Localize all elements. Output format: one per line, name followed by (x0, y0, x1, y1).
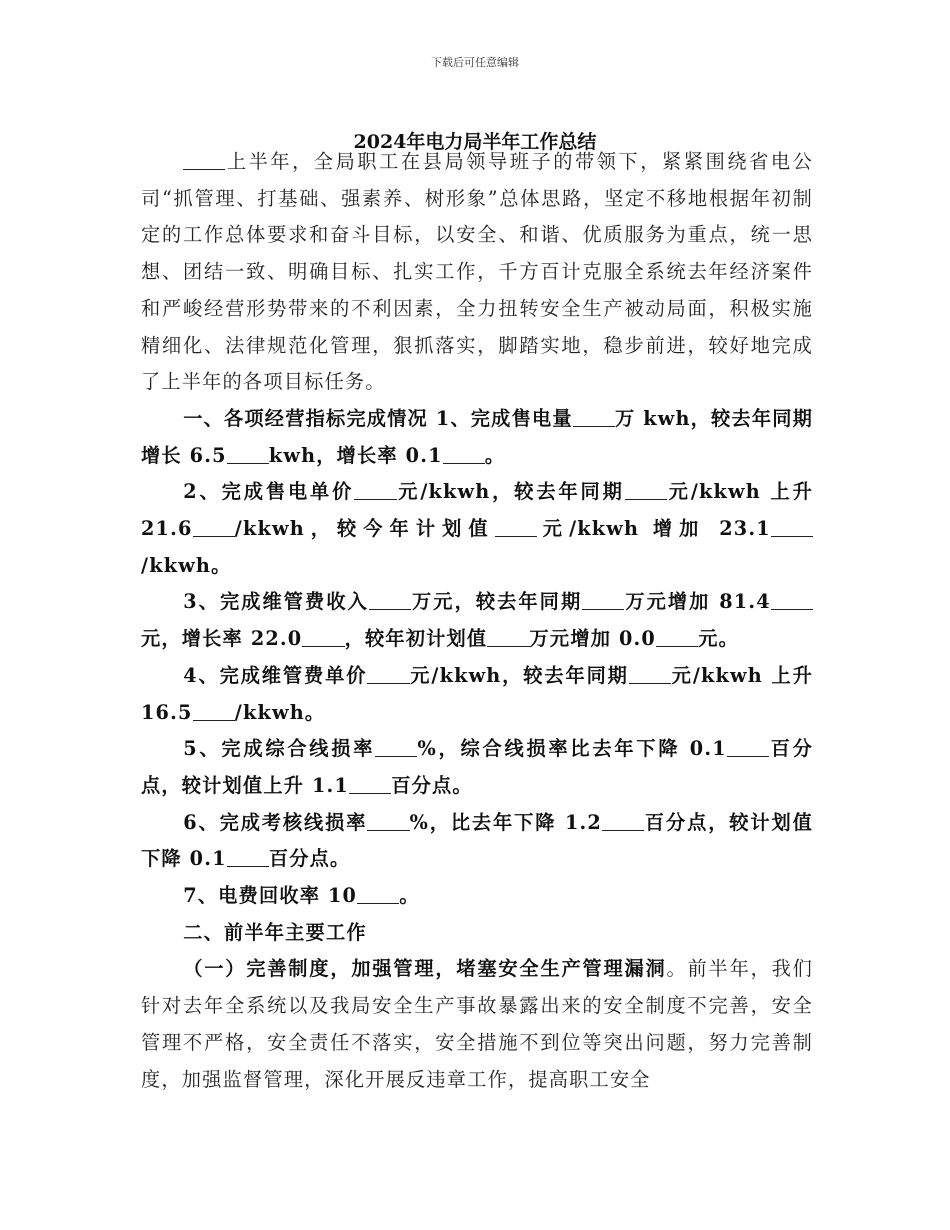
text-run: 7、电费回收率 10 (183, 884, 358, 908)
text-run: 元/kkwh，较去年同期 (409, 663, 629, 687)
intro-paragraph (141, 144, 813, 401)
indicator-item-7 (141, 878, 813, 915)
fill-blank (349, 774, 391, 794)
section-2-paragraph (141, 951, 813, 1098)
indicator-item-1 (141, 401, 813, 474)
fill-blank (375, 737, 417, 757)
fill-blank (367, 664, 409, 684)
text-run: 元，增长率 22.0 (141, 627, 303, 651)
fill-blank (193, 700, 235, 720)
text-run: 元/kkwh 上升 21.6 (141, 480, 813, 541)
text-run: /kkwh。 (234, 700, 326, 724)
text-run: kwh，增长率 0.1 (268, 443, 443, 467)
fill-blank (656, 627, 698, 647)
fill-blank (193, 517, 235, 537)
text-run: 4、完成维管费单价 (183, 663, 368, 687)
text-run: 万元增加 81.4 (624, 590, 771, 614)
fill-blank (629, 664, 671, 684)
fill-blank (771, 590, 813, 610)
text-run: 3、完成维管费收入 (183, 590, 369, 614)
fill-blank (227, 847, 269, 867)
text-run: 元/kkwh 增加 23.1 (536, 517, 771, 541)
fill-blank (602, 810, 644, 830)
text-run: /kkwh，较今年计划值 (234, 517, 495, 541)
text-run: ，较年初计划值 (344, 627, 488, 651)
indicator-item-4 (141, 658, 813, 731)
text-run: 万元，较去年同期 (411, 590, 583, 614)
text-run: /kkwh。 (141, 553, 232, 577)
text-run: 一、各项经营指标完成情况 1、完成售电量 (183, 406, 573, 430)
intro-text: 上半年，全局职工在县局领导班子的带领下，紧紧围绕省电公司“抓管理、打基础、强素养、树形象”总体思路，坚定不移地根据年初制定的工作总体要求和奋斗目标，以安全、和谐、优质服务为重点，统一思想、团结一致、明确目标、扎实工作，千方百计克服全系统去年经济案件和严峻经营形势带来的不利因素，全力扭转安全生产被动局面，积极实施精细化、法律规范化管理，狠抓落实，脚踏实地，稳步前进，较好地完成了上半年的各项目标任务。 (141, 150, 813, 394)
fill-blank (354, 480, 396, 500)
fill-blank (227, 443, 269, 463)
text-run: 元。 (698, 627, 739, 651)
text-run: %，综合线损率比去年下降 0.1 (417, 737, 727, 761)
fill-blank (573, 407, 615, 427)
text-run: 百分点，较计划值下降 0.1 (141, 810, 814, 871)
header-note: 下载后可任意编辑 (431, 56, 519, 69)
text-run: 5、完成综合线损率 (183, 737, 376, 761)
indicator-item-6 (141, 805, 813, 878)
fill-blank (302, 627, 344, 647)
text-run: 6、完成考核线损率 (183, 810, 368, 834)
fill-blank (369, 590, 411, 610)
sub-heading: （一）完善制度，加强管理，堵塞安全生产管理漏洞 (183, 957, 667, 981)
document-title: 2024年电力局半年工作总结 (353, 131, 597, 153)
fill-blank (771, 517, 813, 537)
document-body (141, 144, 813, 1098)
text-run: 2、完成售电单价 (183, 480, 355, 504)
fill-blank (357, 884, 399, 904)
fill-blank (183, 150, 225, 170)
text-run: 百分点，较计划值上升 1.1 (141, 737, 813, 797)
fill-blank (367, 810, 409, 830)
text-run: 。 (484, 443, 506, 467)
text-run: %，比去年下降 1.2 (409, 810, 602, 834)
indicator-item-5 (141, 731, 813, 804)
text-run: 万 kwh，较去年同期增长 6.5 (141, 406, 813, 467)
fill-blank (582, 590, 624, 610)
text-run: 。 (399, 884, 420, 908)
fill-blank (727, 737, 769, 757)
section-2-text: 。前半年，我们针对去年全系统以及我局安全生产事故暴露出来的安全制度不完善，安全管理不严格，安全责任不落实，安全措施不到位等突出问题，努力完善制度，加强监督管理，深化开展反违章工作，提高职工安全 (141, 957, 813, 1091)
text-run: 万元增加 0.0 (529, 627, 656, 651)
fill-blank (495, 517, 537, 537)
text-run: 元/kkwh 上升 16.5 (141, 663, 814, 724)
fill-blank (443, 443, 485, 463)
text-run: 元/kkwh，较去年同期 (396, 480, 625, 504)
section-2-heading: 二、前半年主要工作 (183, 920, 367, 944)
indicator-item-2 (141, 474, 813, 584)
fill-blank (487, 627, 529, 647)
text-run: 百分点。 (268, 847, 351, 871)
indicator-item-3 (141, 584, 813, 657)
text-run: 百分点。 (391, 773, 473, 797)
fill-blank (625, 480, 667, 500)
